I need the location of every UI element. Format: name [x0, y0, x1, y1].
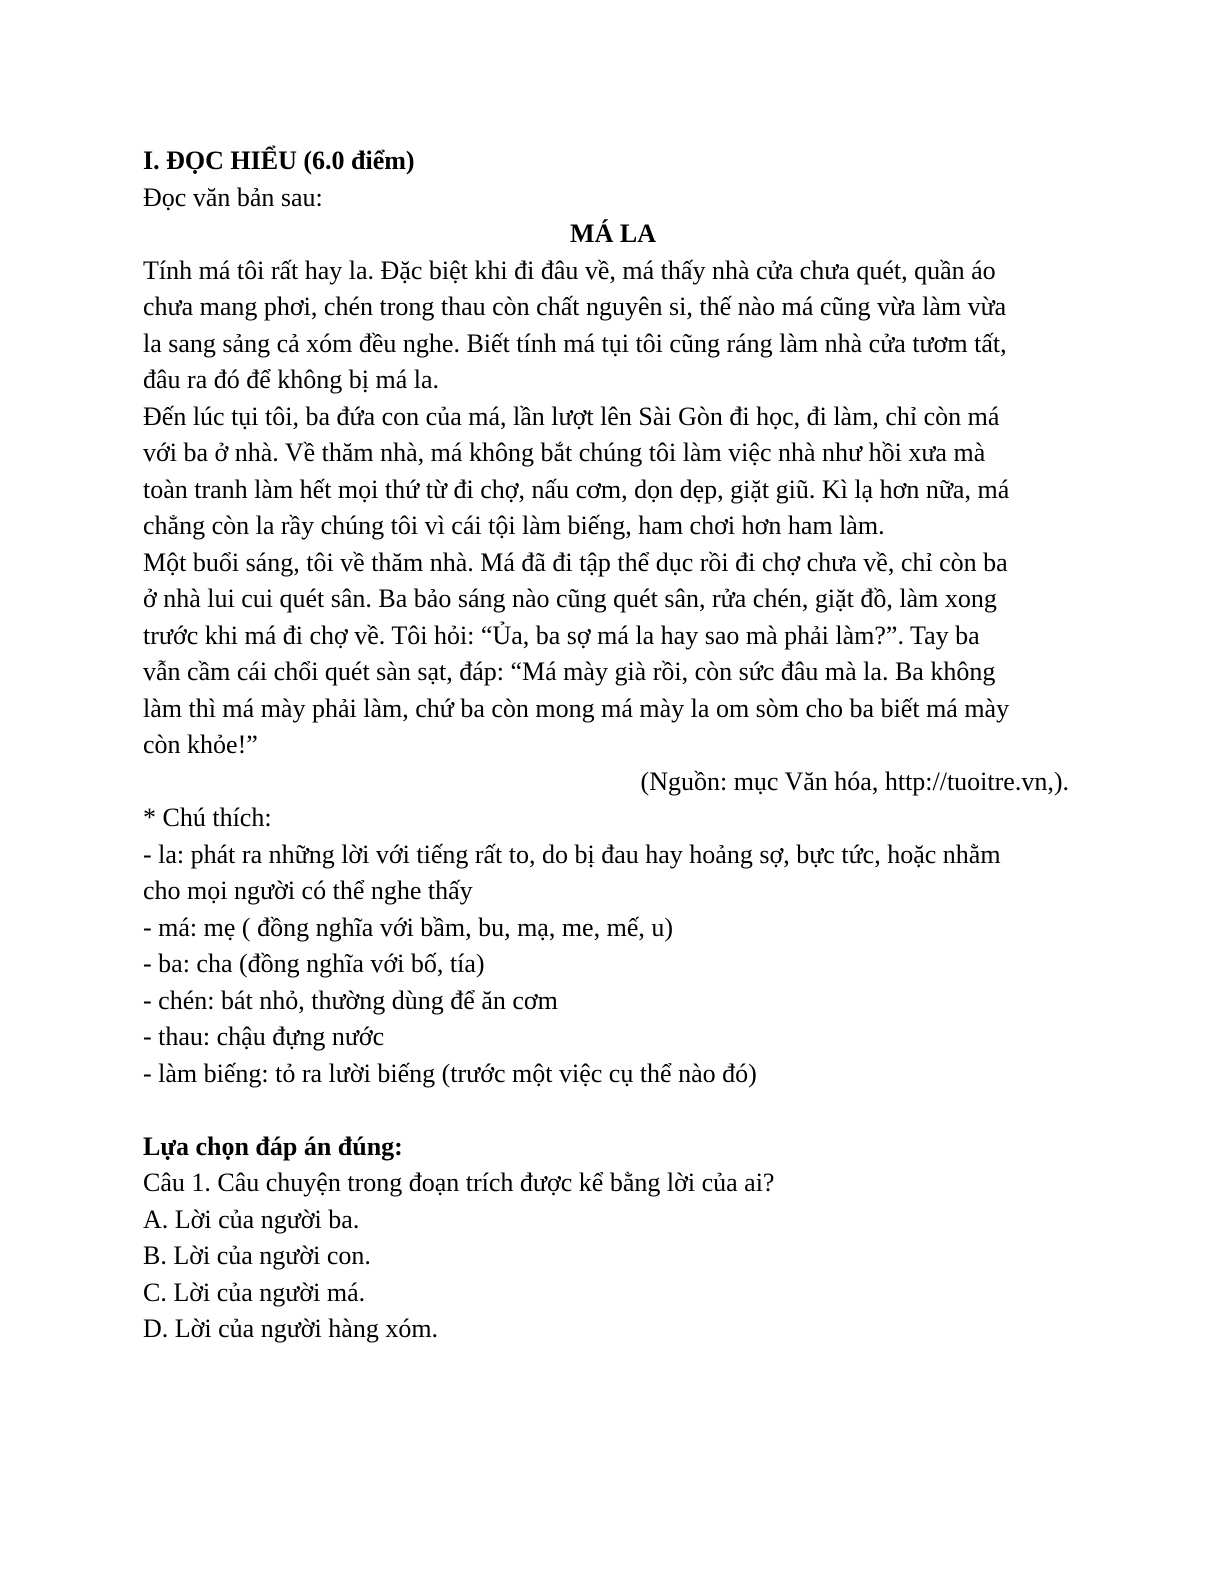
- paragraph-line: chẳng còn la rầy chúng tôi vì cái tội làm biếng, ham chơi hơn ham làm.: [143, 511, 885, 540]
- note-item: - thau: chậu đựng nước: [143, 1022, 385, 1051]
- paragraph-line: Một buổi sáng, tôi về thăm nhà. Má đã đi tập thể dục rồi đi chợ chưa về, chỉ còn ba: [143, 547, 1008, 577]
- document-page: [143, 143, 1083, 1348]
- story-paragraph-3: [143, 545, 1083, 764]
- paragraph-line: với ba ở nhà. Về thăm nhà, má không bắt chúng tôi làm việc nhà như hồi xưa mà: [143, 438, 986, 467]
- paragraph-line: Đến lúc tụi tôi, ba đứa con của má, lần lượt lên Sài Gòn đi học, đi làm, chỉ còn má: [143, 401, 1000, 431]
- note-item: - ba: cha (đồng nghĩa với bố, tía): [143, 949, 485, 978]
- notes-heading: * Chú thích:: [143, 803, 272, 832]
- paragraph-line: Tính má tôi rất hay la. Đặc biệt khi đi đâu về, má thấy nhà cửa chưa quét, quần áo: [143, 255, 996, 285]
- paragraph-line: la sang sảng cả xóm đều nghe. Biết tính má tụi tôi cũng ráng làm nhà cửa tươm tất,: [143, 328, 1007, 358]
- paragraph-line: chưa mang phơi, chén trong thau còn chất nguyên si, thế nào má cũng vừa làm vừa: [143, 292, 1007, 321]
- quiz-heading: Lựa chọn đáp án đúng:: [143, 1131, 403, 1161]
- source-citation: (Nguồn: mục Văn hóa, http://tuoitre.vn,).: [640, 766, 1069, 796]
- paragraph-line: trước khi má đi chợ về. Tôi hỏi: “Ủa, ba sợ má la hay sao mà phải làm?”. Tay ba: [143, 620, 980, 650]
- note-item: - làm biếng: tỏ ra lười biếng (trước một việc cụ thể nào đó): [143, 1058, 757, 1088]
- option-b: B. Lời của người con.: [143, 1241, 371, 1270]
- paragraph-line: làm thì má mày phải làm, chứ ba còn mong má mày la om sòm cho ba biết má mày: [143, 693, 1010, 723]
- paragraph-line: ở nhà lui cui quét sân. Ba bảo sáng nào cũng quét sân, rửa chén, giặt đồ, làm xong: [143, 584, 997, 613]
- reading-instruction: Đọc văn bản sau:: [143, 182, 323, 212]
- option-d: D. Lời của người hàng xóm.: [143, 1314, 439, 1343]
- note-item: cho mọi người có thể nghe thấy: [143, 876, 473, 905]
- paragraph-line: vẫn cầm cái chổi quét sàn sạt, đáp: “Má mày già rồi, còn sức đâu mà la. Ba không: [143, 657, 996, 686]
- story-title: MÁ LA: [570, 219, 656, 248]
- notes-list: [143, 837, 1083, 1093]
- story-paragraph-1: [143, 253, 1083, 399]
- option-a: A. Lời của người ba.: [143, 1204, 360, 1234]
- paragraph-line: toàn tranh làm hết mọi thứ từ đi chợ, nấu cơm, dọn dẹp, giặt giũ. Kì lạ hơn nữa, má: [143, 474, 1010, 504]
- question-text: Câu 1. Câu chuyện trong đoạn trích được kể bằng lời của ai?: [143, 1168, 775, 1197]
- option-c: C. Lời của người má.: [143, 1277, 366, 1307]
- section-heading: I. ĐỌC HIỂU (6.0 điểm): [143, 146, 415, 175]
- spacer: [143, 1092, 1083, 1129]
- paragraph-line: đâu ra đó để không bị má la.: [143, 365, 440, 394]
- note-item: - má: mẹ ( đồng nghĩa với bầm, bu, mạ, me, mế, u): [143, 912, 674, 942]
- answer-options: [143, 1202, 1083, 1348]
- note-item: - chén: bát nhỏ, thường dùng để ăn cơm: [143, 985, 558, 1015]
- paragraph-line: còn khỏe!”: [143, 730, 258, 759]
- note-item: - la: phát ra những lời với tiếng rất to, do bị đau hay hoảng sợ, bực tức, hoặc nhằm: [143, 839, 1001, 869]
- story-paragraph-2: [143, 399, 1083, 545]
